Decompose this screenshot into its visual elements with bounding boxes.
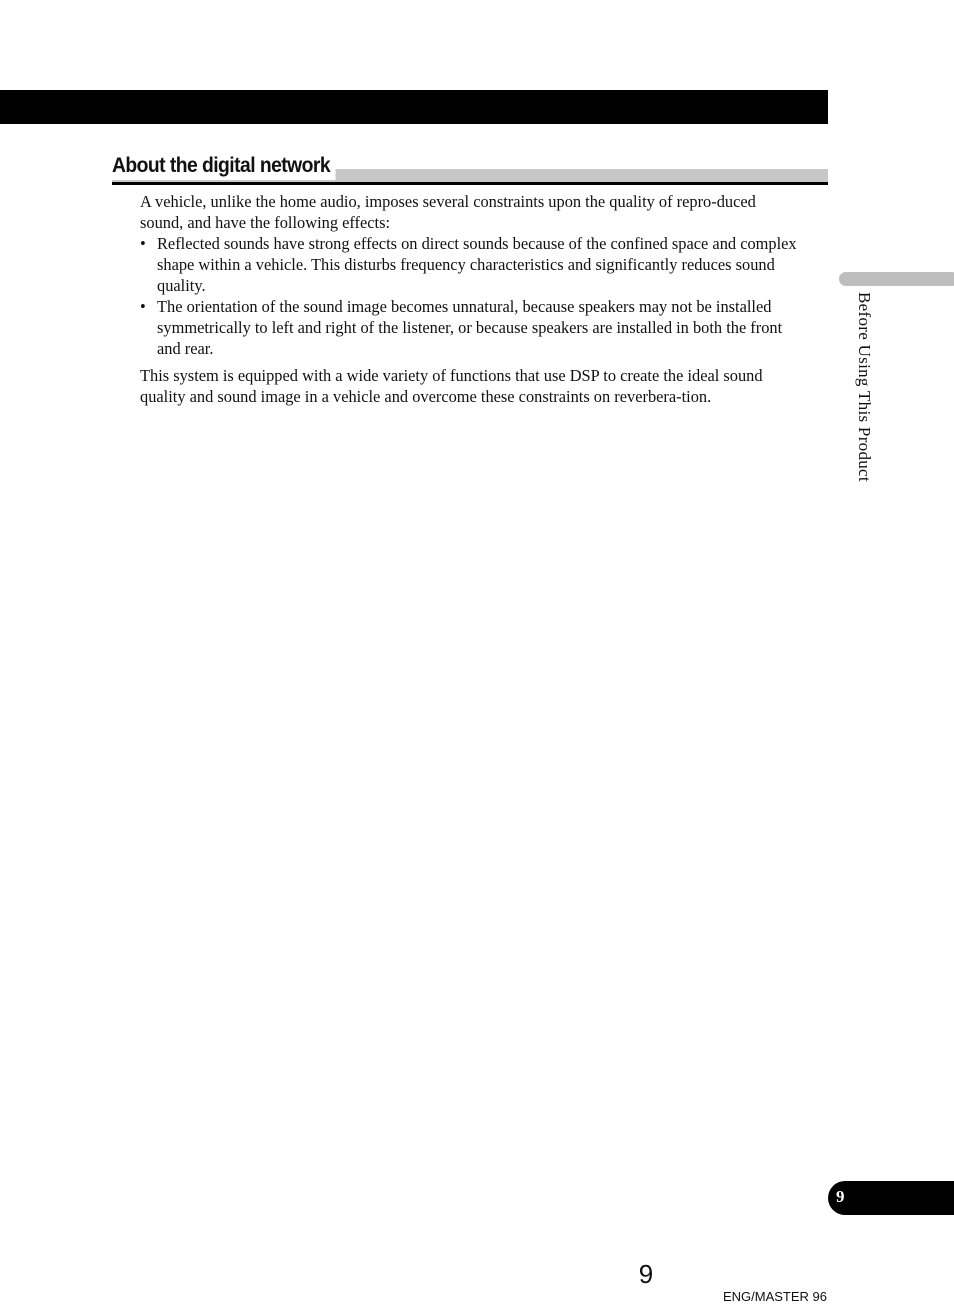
- list-item-text: Reflected sounds have strong effects on direct sounds because of the confined space and complex shape within a vehicle. This disturbs frequency characteristics and significantly reduces sound quality.: [157, 234, 797, 295]
- side-chapter-label: Before Using This Product: [855, 292, 874, 482]
- list-item: [140, 233, 800, 296]
- list-item-text: The orientation of the sound image becomes unnatural, because speakers may not be installed symmetrically to left and right of the listener, or because speakers are installed in both the front and rear.: [157, 297, 783, 358]
- bullet-icon: •: [140, 234, 146, 253]
- intro-paragraph: A vehicle, unlike the home audio, imposes several constraints upon the quality of repro-duced sound, and have the following effects:: [140, 192, 756, 232]
- heading-underline: [112, 182, 828, 185]
- list-item: [140, 296, 800, 359]
- side-chapter-tab: [839, 272, 954, 286]
- page-tab: [828, 1181, 954, 1215]
- section-heading: [112, 152, 828, 186]
- effects-list: [140, 233, 800, 359]
- page-tab-number: 9: [836, 1187, 845, 1206]
- footer-code: ENG/MASTER 96: [722, 1289, 827, 1304]
- top-header-bar: [0, 90, 828, 124]
- conclusion-paragraph: This system is equipped with a wide variety of functions that use DSP to create the ideal sound quality and sound image in a vehicle and overcome these constraints on reverbera-tion.: [140, 366, 763, 406]
- section-title: About the digital network: [112, 152, 336, 180]
- page-number: 9: [638, 1259, 654, 1289]
- section-body: [140, 191, 800, 407]
- bullet-icon: •: [140, 297, 146, 316]
